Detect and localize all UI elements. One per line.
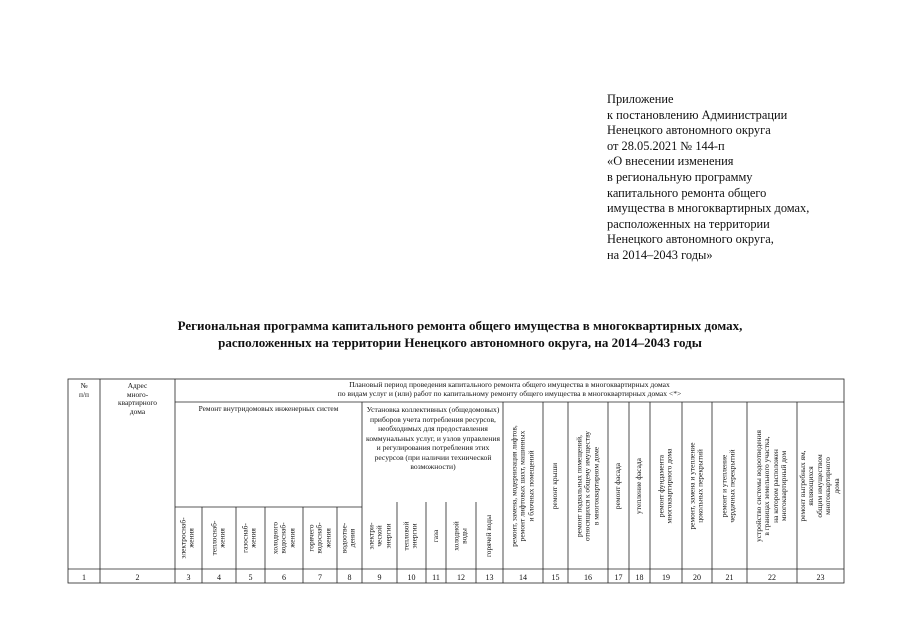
col-roof: ремонт крыши — [549, 462, 559, 510]
col-cesspools: ремонт выгребных ям, являющихся общим имуществом многоквартирного дома — [797, 450, 841, 522]
period-header-line-2: по видам услуг и (или) работ по капитальному ремонту общего имущества в многоквартирных домах <*> — [337, 388, 682, 398]
col-index: 10 — [407, 573, 416, 582]
appendix-line: Приложение — [607, 92, 674, 106]
col-hot-water: горячего водоснаб- жения — [306, 522, 333, 554]
col-index: 19 — [662, 573, 670, 582]
col-index: 5 — [248, 573, 253, 582]
col-index: 3 — [186, 573, 191, 582]
col-index: 17 — [614, 573, 623, 582]
col-drainage: водоотве- дения — [339, 522, 357, 554]
col-index: 23 — [816, 573, 825, 582]
col-index: 20 — [693, 573, 701, 582]
col-index: 8 — [347, 573, 352, 582]
col-number-header: № п/п — [79, 381, 89, 399]
col-index: 1 — [82, 573, 86, 582]
col-index: 22 — [768, 573, 776, 582]
col-meter-electric: электри- ческой энергии — [366, 522, 393, 550]
meters-header: Установка коллективных (общедомовых) приборов учета потребления ресурсов, необходимых для предоставления коммунальных услуг, и узлов управления и регулирования потребления этих ресурсов (при наличии технической возможности) — [366, 405, 500, 471]
title-line-2: расположенных на территории Ненецкого автономного округа, на 2014–2043 годы — [218, 335, 702, 350]
col-elevators: ремонт, замена, модернизация лифтов, ремонт лифтовых шахт, машинных и блочных помещений — [509, 425, 536, 547]
col-facade-insulation: утепление фасада — [633, 458, 643, 514]
col-attic-ceilings: ремонт и утепление чердачных перекрытий — [719, 449, 737, 523]
appendix-line: «О внесении изменения — [607, 154, 734, 169]
col-basement: ремонт подвальных помещений, относящихся к общему имуществу в многоквартирном доме — [574, 430, 601, 542]
col-drainage-system: устройство системы водоотведения в границах земельного участка, на котором расположен многоквартирный дом — [754, 430, 789, 542]
engineering-systems-header: Ремонт внутридомовых инженерных систем — [198, 404, 339, 413]
col-index: 18 — [635, 573, 644, 582]
col-meter-gas: газа — [430, 529, 440, 543]
col-foundation: ремонт фундамента многоквартирного дома — [656, 448, 674, 524]
col-meter-hot-water: горячей воды — [483, 514, 493, 558]
appendix-line: имущества в многоквартирных домах, — [607, 201, 810, 216]
col-electricity: электроснаб- жения — [178, 517, 196, 559]
col-facade-repair: ремонт фасада — [612, 462, 622, 510]
col-index: 2 — [135, 573, 140, 582]
col-index: 6 — [282, 573, 286, 582]
appendix-line: капитального ремонта общего — [607, 185, 767, 200]
col-index: 16 — [584, 573, 592, 582]
appendix-line: в региональную программу — [607, 169, 753, 184]
col-index: 4 — [217, 573, 221, 582]
col-index: 7 — [318, 573, 322, 582]
col-index: 11 — [432, 573, 440, 582]
col-index: 21 — [725, 573, 734, 582]
title-line-1: Региональная программа капитального ремонта общего имущества в многоквартирных домах, — [177, 318, 743, 333]
appendix-line: к постановлению Администрации — [607, 107, 788, 122]
period-header-line-1: Плановый период проведения капитального ремонта общего имущества в многоквартирных домах — [349, 380, 670, 389]
appendix-line: на 2014–2043 годы» — [607, 247, 713, 262]
appendix-line: Ненецкого автономного округа, — [607, 232, 774, 247]
appendix-line: от 28.05.2021 № 144-п — [607, 138, 725, 153]
col-index: 14 — [519, 573, 527, 582]
col-basement-ceilings: ремонт, замена и утепление цокольных перекрытий — [687, 442, 705, 530]
col-gas: газоснаб- жения — [240, 523, 258, 553]
col-index: 15 — [551, 573, 560, 582]
col-index: 12 — [457, 573, 465, 582]
period-header — [175, 381, 844, 398]
col-meter-heat: тепловой энергии — [401, 521, 419, 551]
col-cold-water: холодного водоснаб- жения — [270, 521, 297, 555]
col-meter-cold-water: холодной воды — [451, 521, 469, 551]
appendix-line: Ненецкого автономного округа — [607, 123, 771, 138]
col-index: 13 — [485, 573, 494, 582]
col-heating: теплоснаб- жения — [209, 520, 227, 556]
appendix-line: расположенных на территории — [607, 216, 770, 231]
col-index: 9 — [377, 573, 382, 582]
col-address-header: Адрес много- квартирного дома — [118, 381, 157, 416]
